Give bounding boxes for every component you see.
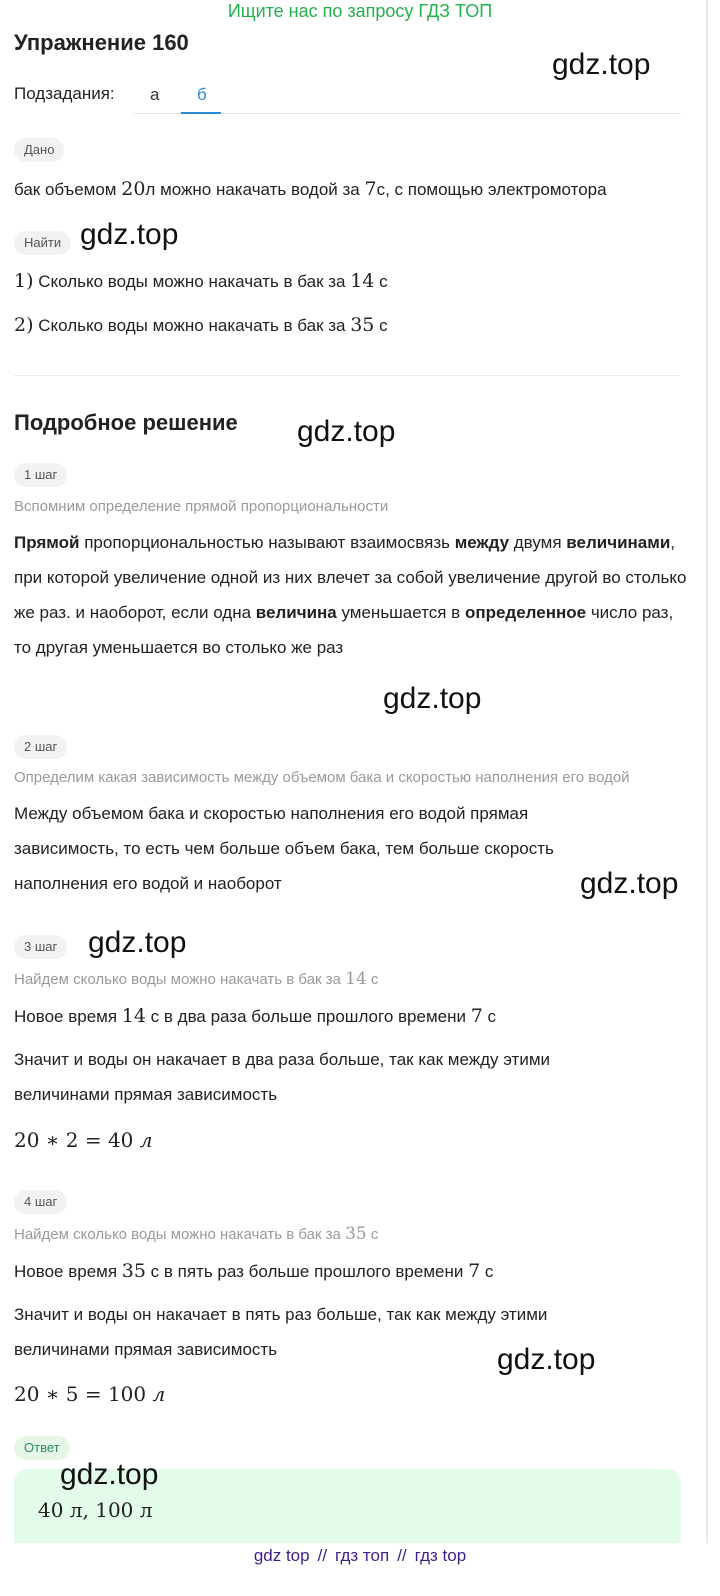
top-banner: Ищите нас по запросу ГДЗ ТОП [227,1,493,21]
watermark: gdz.top [80,218,179,251]
step-4-badge: 4 шаг [14,1190,67,1214]
answer-badge: Ответ [14,1436,70,1460]
step-4-text: Значит и воды он накачает в пять раз больше, так как между этими величинами прямая зависимость [14,1305,548,1359]
watermark: gdz.top [60,1458,159,1491]
subtasks-label: Подзадания: [14,84,115,103]
scrollbar[interactable] [706,0,708,1543]
step-4-line: Новое время 35 с в пять раз больше прошлого времени 7 с [14,1260,494,1282]
find-badge: Найти [14,231,71,255]
tab-a[interactable]: а [150,85,160,104]
watermark: gdz.top [383,682,482,715]
step-3-hint: Найдем сколько воды можно накачать в бак за 14 с [14,969,379,989]
step-4-formula: 20 ∗ 5 = 100 л [14,1382,166,1406]
watermark: gdz.top [88,926,187,959]
step-1-hint: Вспомним определение прямой пропорциональности [14,498,389,515]
section-divider [14,375,680,376]
tab-active-indicator [181,112,221,114]
footer-separator: // [317,1546,328,1565]
tab-b[interactable]: б [197,85,207,104]
given-badge: Дано [14,138,64,162]
step-3-badge: 3 шаг [14,935,67,959]
watermark: gdz.top [497,1343,596,1376]
step-1-text: Прямой пропорциональностью называют взаимосвязь между двумя величинами, при которой увеличение одной из них влечет за собой увеличение другой во столько же раз. и наоборот, если одна величина уменьшается в определенное число раз, то другая уменьшается во столько же раз [14,533,687,657]
find-question-1: 1) Сколько воды можно накачать в бак за 14 с [14,270,388,292]
step-3-text: Значит и воды он накачает в два раза больше, так как между этими величинами прямая зависимость [14,1050,550,1104]
step-1-badge: 1 шаг [14,463,67,487]
footer-link-gdz-top-ru[interactable]: гдз топ [335,1546,390,1565]
watermark: gdz.top [580,867,679,900]
page-title: Упражнение 160 [14,30,189,55]
step-3-line: Новое время 14 с в два раза больше прошлого времени 7 с [14,1005,497,1027]
given-text: бак объемом 20л можно накачать водой за 7с, с помощью электромотора [14,178,607,200]
answer-text: 40 л, 100 л [38,1498,153,1522]
solution-title: Подробное решение [14,410,238,435]
step-4-hint: Найдем сколько воды можно накачать в бак за 35 с [14,1224,379,1244]
step-2-text: Между объемом бака и скоростью наполнения его водой прямая зависимость, то есть чем больше объем бака, тем больше скорость наполнения его водой и наоборот [14,804,554,893]
step-2-hint: Определим какая зависимость между объемом бака и скоростью наполнения его водой [14,769,630,786]
footer [0,1543,720,1596]
step-2-badge: 2 шаг [14,735,67,759]
footer-separator: // [397,1546,407,1565]
footer-link-gdz-top-mixed[interactable]: гдз top [414,1546,467,1565]
step-3-formula: 20 ∗ 2 = 40 л [14,1128,153,1152]
find-question-2: 2) Сколько воды можно накачать в бак за 35 с [14,314,388,336]
watermark: gdz.top [297,415,396,448]
watermark: gdz.top [552,48,651,81]
footer-link-gdz-top[interactable]: gdz top [253,1546,310,1565]
